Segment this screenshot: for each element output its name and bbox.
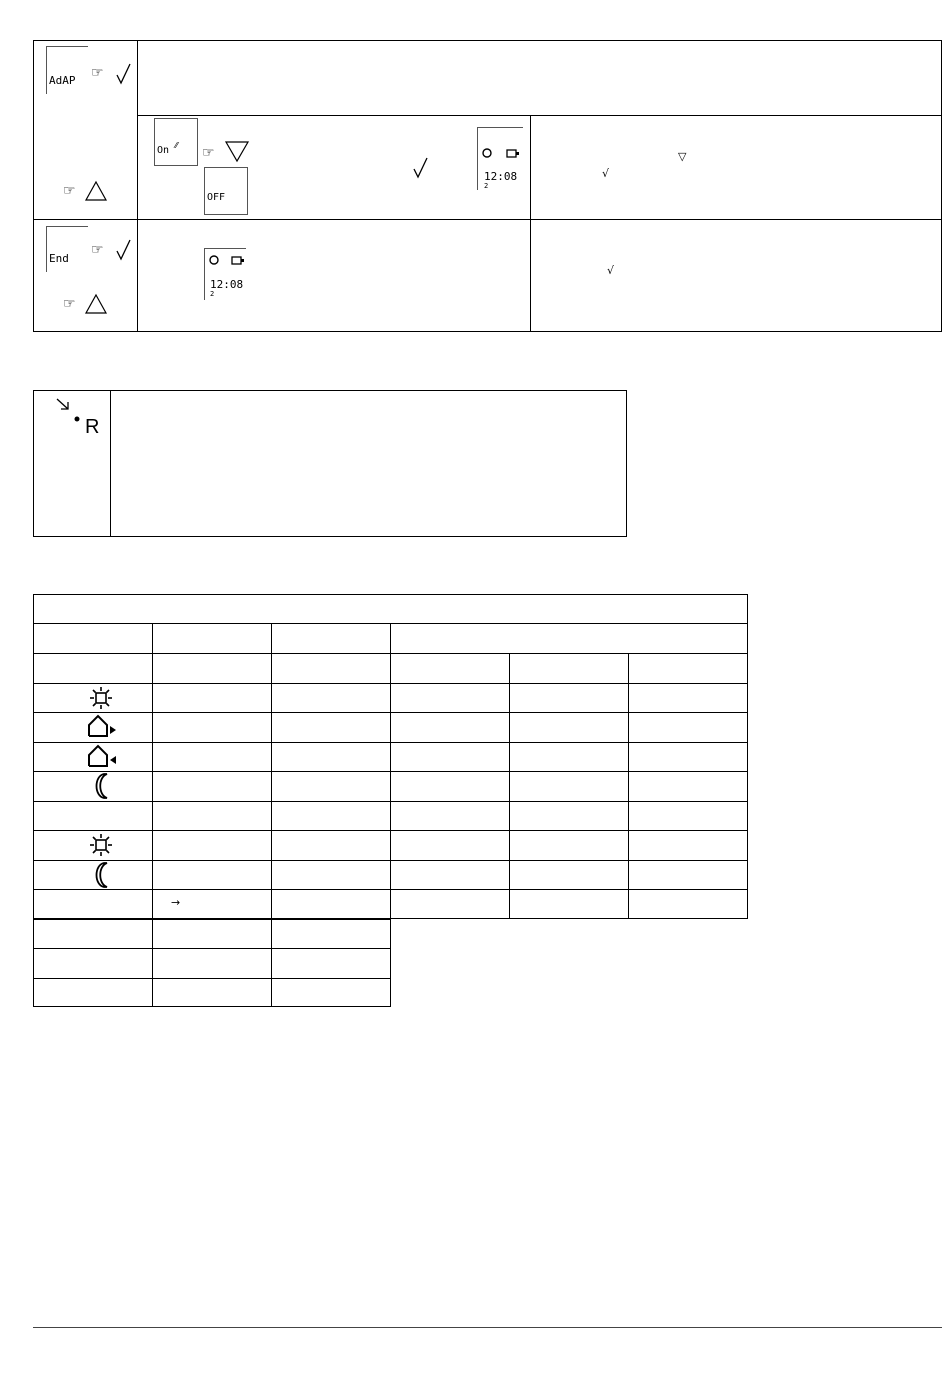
arrow-right-icon: →: [171, 896, 181, 909]
pointing-hand-icon: ☞: [202, 145, 215, 161]
clock-day: 2: [484, 182, 489, 190]
pointing-hand-icon: ☞: [91, 242, 104, 258]
lcd-text: AdAP: [49, 74, 76, 87]
pointing-hand-icon: ☞: [91, 65, 104, 81]
clock-icon: [482, 148, 492, 158]
table-line: [33, 919, 391, 920]
table-line: [33, 978, 391, 979]
lcd-display: [46, 46, 88, 94]
table-line: [33, 594, 748, 595]
table-line: [152, 623, 153, 1007]
clock-icon: [209, 255, 219, 265]
moon-icon: [92, 862, 110, 888]
box-border-bottom: [33, 536, 627, 537]
house-leave-icon: [86, 714, 120, 738]
clock-display: [477, 127, 523, 190]
lcd-display-on: [154, 118, 198, 166]
table-divider: [137, 40, 138, 332]
table-line: [33, 1006, 391, 1007]
footer-rule: [33, 1327, 942, 1328]
table-border-left: [33, 40, 34, 332]
reset-dot: [74, 416, 80, 422]
box-divider: [110, 390, 111, 537]
moon-icon: [92, 773, 110, 799]
table-line: [33, 594, 34, 1007]
box-border-right: [626, 390, 627, 537]
up-triangle-icon: [85, 294, 107, 314]
timer-icon: [231, 255, 245, 265]
checkmark-icon: [116, 63, 132, 85]
table-line: [390, 623, 391, 1007]
table-line: [509, 653, 510, 919]
lcd-display: [46, 226, 88, 272]
lcd-text: End: [49, 252, 69, 265]
lcd-display-off: [204, 167, 248, 215]
table-line: [747, 594, 748, 919]
pointing-hand-icon: ☞: [63, 183, 76, 199]
checkmark-icon: [413, 157, 429, 179]
timer-icon: [506, 148, 520, 158]
table-divider: [137, 115, 942, 116]
table-divider: [530, 115, 531, 332]
checkmark-icon: [116, 239, 132, 261]
box-border-left: [33, 390, 34, 537]
pointing-hand-icon: ☞: [63, 296, 76, 312]
blink-marks: ⁄⁄: [175, 141, 178, 150]
table-line: [628, 653, 629, 919]
clock-time: 12:08: [210, 278, 244, 291]
sun-icon: [89, 686, 113, 710]
clock-display: [204, 248, 246, 300]
table-line: [271, 623, 272, 1007]
table-border-right: [941, 40, 942, 332]
down-triangle-icon: [225, 141, 249, 163]
table-line: [33, 948, 391, 949]
clock-day: 2: [210, 290, 215, 298]
clock-time: 12:08: [484, 170, 518, 183]
table-border-top: [33, 40, 942, 41]
lcd-text-on: On: [157, 145, 170, 156]
lcd-text-off: OFF: [207, 192, 226, 203]
house-return-icon: [86, 744, 120, 768]
arrow-down-right-icon: [56, 398, 72, 412]
box-border-top: [33, 390, 627, 391]
up-triangle-icon: [85, 181, 107, 201]
check-small-icon: √: [602, 167, 610, 180]
down-triangle-small-icon: ▽: [678, 150, 687, 163]
table-border-bottom: [33, 331, 942, 332]
table-divider: [33, 219, 942, 220]
reset-label: R: [85, 416, 100, 438]
sun-icon: [89, 833, 113, 857]
check-small-icon: √: [607, 264, 615, 277]
